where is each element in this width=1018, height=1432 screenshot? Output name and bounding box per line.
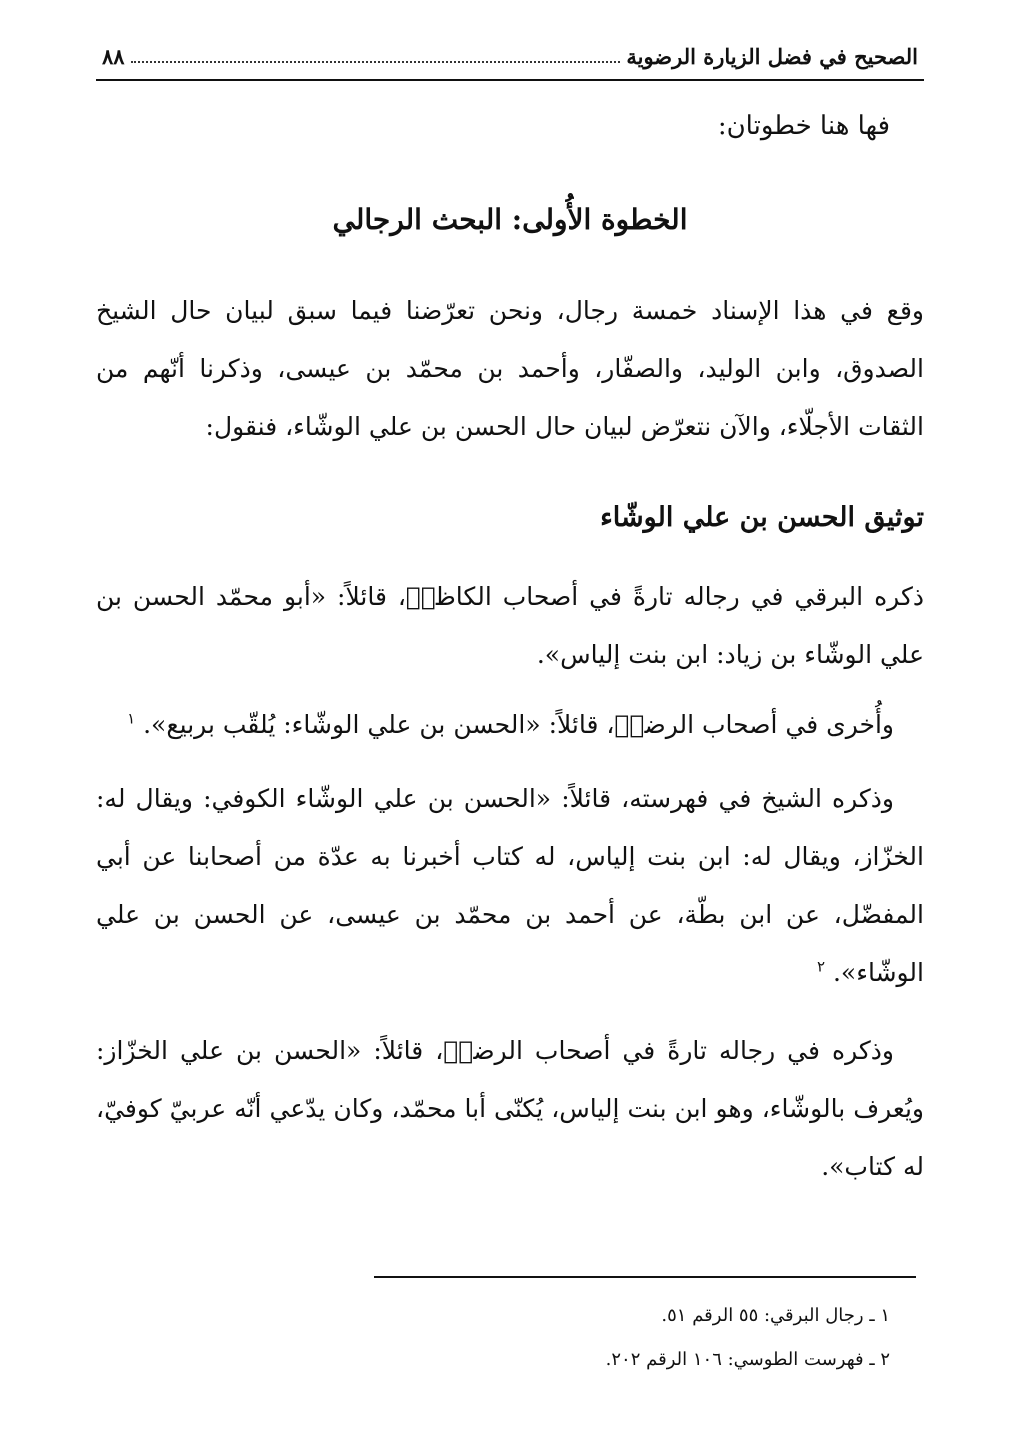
page-header (96, 36, 924, 76)
paragraph-text: ذكره البرقي في رجاله تارةً في أصحاب الكاظمؐ، قائلاً: «أبو محمّد الحسن بن علي الوشّاء بن زياد: ابن بنت إلياس». (96, 582, 924, 669)
paragraph-barqi (96, 568, 924, 684)
header-rule (96, 79, 924, 81)
paragraph-rijal (96, 1022, 924, 1196)
paragraph-text: وذكره في رجاله تارةً في أصحاب الرضاؐ، قائلاً: «الحسن بن علي الخزّاز: ويُعرف بالوشّاء، وهو ابن بنت إلياس، يُكنّى أبا محمّد، وكان يدّعي أنّه عربيّ كوفيّ، له كتاب». (96, 1036, 924, 1181)
paragraph-text: وذكره الشيخ في فهرسته، قائلاً: «الحسن بن علي الوشّاء الكوفي: ويقال له: الخزّاز، ويقال له: ابن بنت إلياس، له كتاب أخبرنا به عدّة من أصحابنا عن أبي المفضّل، عن ابن بطّة، عن أحمد بن محمّد بن عيسى، عن الحسن بن علي الوشّاء». (96, 784, 924, 987)
paragraph-rida (96, 696, 924, 754)
footnote-ref: ١ (127, 709, 136, 728)
footnotes (96, 1294, 890, 1382)
running-title: الصحيح في فضل الزيارة الرضوية (626, 43, 918, 69)
footnote-ref: ٢ (816, 957, 825, 976)
page-number: ٨٨ (102, 43, 125, 69)
header-leader-dots (131, 61, 621, 63)
paragraph-fihrist (96, 770, 924, 1002)
footnote: ٢ ـ فهرست الطوسي: ١٠٦ الرقم ٢٠٢. (605, 1349, 890, 1370)
intro-line: فها هنا خطوتان: (717, 111, 890, 141)
paragraph-narrators: وقع في هذا الإسناد خمسة رجال، ونحن تعرّضنا فيما سبق لبيان حال الشيخ الصدوق، وابن الوليد، والصفّار، وأحمد بن محمّد بن عيسى، وذكرنا أنّهم من الثقات الأجلّاء، والآن نتعرّض لبيان حال الحسن بن علي الوشّاء، فنقول: (96, 296, 924, 441)
subheading: توثيق الحسن بن علي الوشّاء (600, 502, 924, 533)
section-heading: الخطوة الأُولى: البحث الرجالي (332, 203, 688, 236)
paragraph-text: وأُخرى في أصحاب الرضاؐ، قائلاً: «الحسن بن علي الوشّاء: يُلقّب بربيع». (143, 710, 894, 739)
footnote-rule (374, 1276, 916, 1278)
footnote: ١ ـ رجال البرقي: ٥٥ الرقم ٥١. (661, 1305, 890, 1326)
